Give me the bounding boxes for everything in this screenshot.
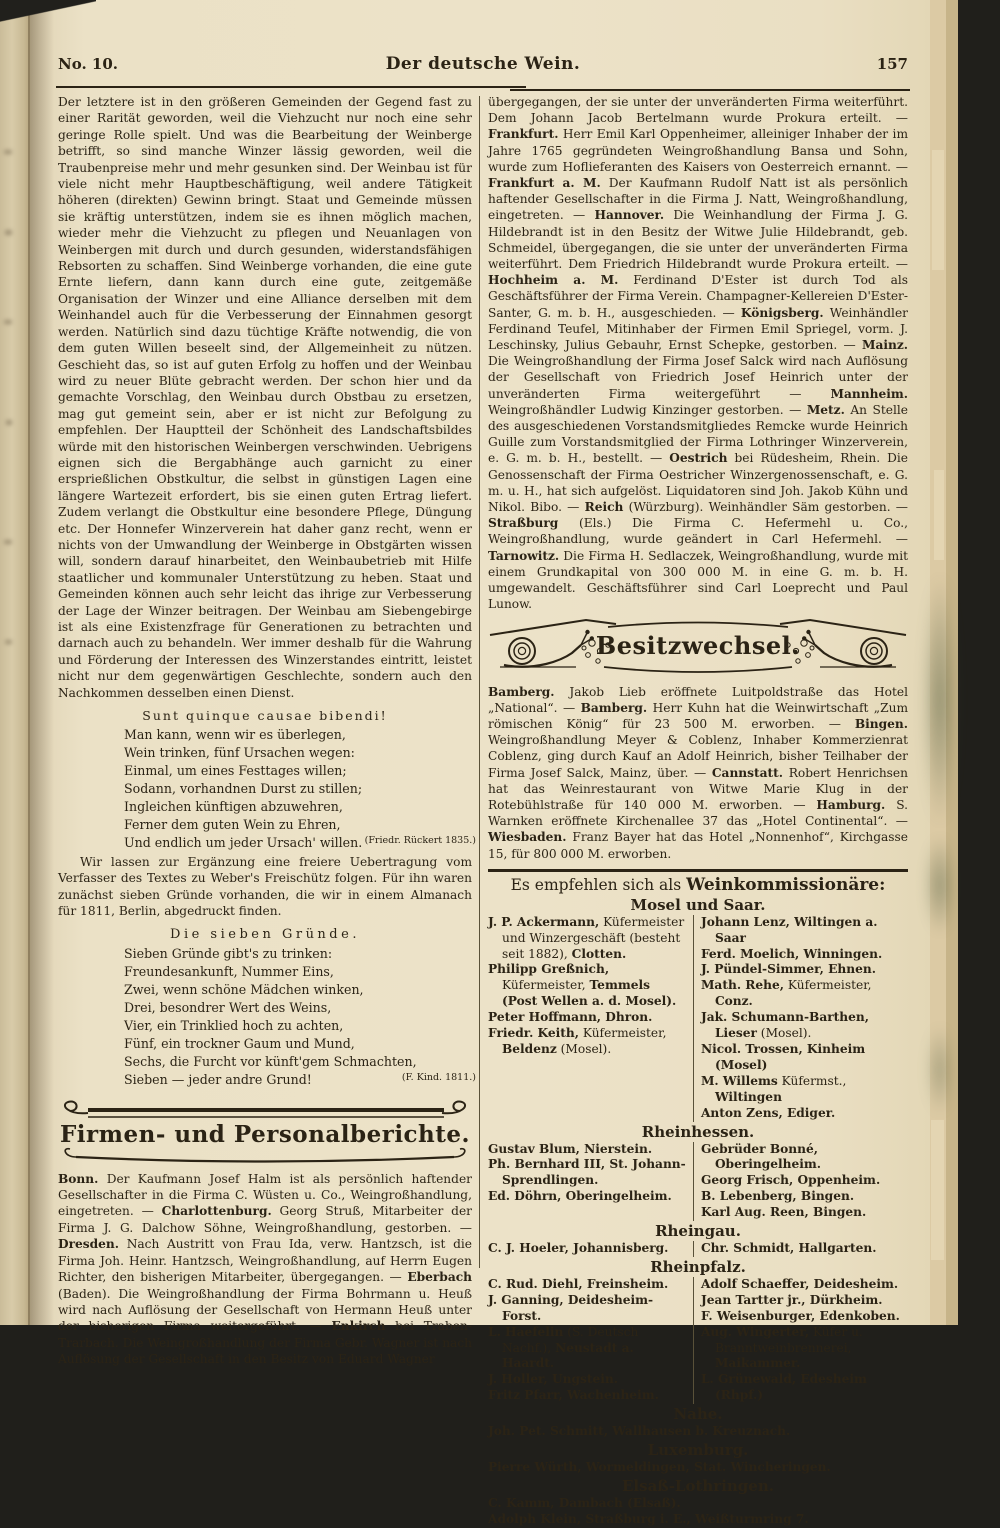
book-gutter	[0, 0, 30, 1325]
emphasized-text: Fritz Pfarr, Wachenheim.	[488, 1388, 659, 1403]
kommissionaere-list-rheinhessen	[488, 1142, 908, 1222]
body-text: Robert Henrichsen hat das Weinrestaurant von Witwe Marie Klug in der Rotebühlstraße für 140 000 M. erworben. —	[488, 765, 908, 812]
poem-rueckert	[124, 726, 476, 852]
poem-line: Wein trinken, fünf Ursachen wegen:	[124, 745, 355, 761]
latin-motto: Sunt quinque causae bibendi!	[142, 708, 388, 724]
commissioner-entry	[488, 1142, 687, 1158]
body-text: Küfermst.,	[777, 1073, 847, 1088]
emphasized-text: Bamberg.	[580, 700, 648, 715]
emphasized-text: Wiesbaden.	[488, 830, 567, 845]
body-text: Küfermeister,	[502, 978, 590, 993]
region-title-rheinhessen: Rheinhessen.	[641, 1122, 755, 1141]
body-text: An Stelle des ausgeschiedenen Vorstandsmitgliedes Remcke wurde Heinrich Guille zum Vorstandsmitglied der Firma Lothringer Winzerverein, e. G. m. b. H., bestellt. —	[488, 402, 908, 466]
emphasized-text: J. Ganning, Deidesheim-Forst.	[488, 1292, 654, 1323]
firmen-section-banner	[58, 1099, 472, 1165]
region-title-rheinpfalz: Rheinpfalz.	[650, 1257, 746, 1276]
emphasized-text: Bingen.	[854, 716, 908, 731]
commissioner-entry	[701, 1372, 908, 1404]
emphasized-text: F. Weisenburger, Edenkoben.	[700, 1308, 900, 1323]
emphasized-text: Maikammer.	[714, 1356, 801, 1371]
commissioner-entry	[701, 962, 908, 978]
region-title-elsass: Elsaß-Lothringen.	[622, 1477, 774, 1496]
gutter-ink-mark	[5, 230, 12, 235]
kommissionaere-list-rheingau	[488, 1241, 908, 1257]
body-text: Franz Bayer hat das Hotel „Nonnenhof“, Kirchgasse 15, für 800 000 M. erworben.	[488, 830, 908, 861]
emphasized-text: Ferd. Moelich, Winningen.	[700, 946, 883, 961]
right-column	[488, 94, 908, 1528]
region-title-mosel: Mosel und Saar.	[630, 895, 766, 914]
firmen-section-title: Firmen- und Personalberichte.	[59, 1120, 471, 1148]
region-title-nahe: Nahe.	[673, 1405, 723, 1424]
commissioner-entry	[488, 915, 687, 963]
poem-line: Ingleichen künftigen abzuwehren,	[124, 799, 343, 815]
emphasized-text: Oestrich	[669, 451, 728, 466]
body-text: Weinhändler Ferdinand Teufel, Mitinhaber der Firmen Emil Spriegel, vorm. J. Leschinsky, Julius Gebauhr, Ernst Schepke, gestorben. —	[488, 305, 908, 353]
emphasized-text: Mainz.	[861, 338, 908, 353]
commissioner-entry	[701, 947, 908, 963]
page-number: 157	[876, 55, 908, 73]
masthead-rule	[56, 86, 526, 88]
emphasized-text: Metz.	[806, 402, 845, 417]
poem-line: Vier, ein Trinklied hoch zu achten,	[124, 1017, 344, 1033]
commissioner-entry	[488, 1512, 908, 1528]
commissioner-entry	[701, 978, 908, 1010]
commissioner-entry	[701, 1142, 908, 1174]
poem-line: Man kann, wenn wir es überlegen,	[124, 727, 346, 743]
facing-page-corner	[0, 0, 96, 30]
body-text: übergegangen, der sie unter der unveränderten Firma weiterführt. Dem Johann Jacob Bertelmann wurde Prokura erteilt. —	[488, 95, 908, 126]
commissioner-entry	[701, 1293, 908, 1309]
commissioner-entry	[488, 1424, 908, 1440]
article-paragraph: Wir lassen zur Ergänzung eine freiere Uebertragung vom Verfasser des Textes zu Weber's Freischütz folgen. Für ihn waren zunächst sieben Gründe vorhanden, die wir in einem Almanach für 1811, Berlin, abgedruckt finden.	[58, 855, 472, 919]
besitzwechsel-title: Besitzwechsel.	[595, 630, 801, 660]
body-text: Nach Austritt von Frau Ida, verw. Hantzsch, ist die Firma Joh. Heinr. Hantzsch, Weingroßhandlung, auf Herrn Eugen Richter, den bisherigen Mitarbeiter, übergegangen. —	[58, 1237, 472, 1285]
commissioner-entry	[701, 1309, 908, 1325]
gutter-ink-mark	[4, 150, 12, 154]
emphasized-text: Nicol. Trossen, Kinheim (Mosel)	[700, 1041, 866, 1072]
commissioner-entry	[488, 1010, 687, 1026]
emphasized-text: Peter Hoffmann, Dhron.	[488, 1010, 653, 1025]
body-text: (Els.) Die Firma C. Hefermehl u. Co., Weingroßhandlung, wurde geändert in Carl Hefermehl. —	[488, 516, 908, 547]
gutter-ink-mark	[4, 540, 12, 544]
body-text: Herr Kuhn hat die Weinwirtschaft „Zum römischen König“ für 23 500 M. erworben. —	[488, 700, 908, 731]
emphasized-text: Eberbach	[407, 1270, 472, 1285]
emphasized-text: Ed. Döhrn, Oberingelheim.	[488, 1189, 672, 1204]
firmen-continuation-paragraph	[488, 94, 908, 613]
commissioner-entry	[488, 1157, 687, 1189]
page-edge-notch	[934, 470, 944, 560]
emphasized-text: Hamburg.	[816, 797, 886, 812]
gutter-ink-mark	[4, 320, 12, 324]
commissioner-entry	[701, 1042, 908, 1074]
emphasized-text: Beldenz	[502, 1041, 557, 1056]
emphasized-text: Wiltingen	[714, 1089, 782, 1104]
body-text: S. Warnken eröffnete Kirchenallee 37 das „Hotel Continental“. —	[488, 797, 908, 829]
print-showthrough	[926, 1025, 954, 1115]
emphasized-text: Bonn.	[58, 1171, 99, 1186]
region-title-rheingau: Rheingau.	[655, 1222, 741, 1241]
commissioner-entry	[701, 1074, 908, 1106]
commissioner-entry	[701, 1173, 908, 1189]
body-text: Der Kaufmann Rudolf Natt ist als persönlich haftender Gesellschafter in die Firma J. Natt, Weingroßhandlung, eingetreten. —	[488, 176, 909, 223]
article-paragraph: Der letztere ist in den größeren Gemeinden der Gegend fast zu einer Rarität geworden, weil die Viehzucht nur noch eine sehr geringe Rolle spielt. Und was die Bearbeitung der Weinberge betrifft, so sind manche Winzer lässig geworden, weil die Traubenpreise mehr und mehr gesunken sind. Der Weinbau ist für viele nicht mehr Hauptbeschäftigung, weil andere Tätigkeit höheren (direkten) Gewinn bringt. Staat und Gemeinde müssen sie kräftig unterstützen, indem sie es ihnen möglich machen, wieder mehr die Viehzucht zu pflegen und Neuanlagen von Weinbergen mit durch und durch gesunden, widerstandsfähigen Rebsorten zu schaffen. Sind Weinberge vorhanden, die eine gute Ernte liefern, dann kann durch eine gute, zeitgemäße Organisation der Winzer und eine Alliance derselben mit dem Weinhandel auch für die Verbesserung der Einnahmen gesorgt werden. Natürlich sind dazu tüchtige Kräfte notwendig, die von dem guten Willen beseelt sind, der Allgemeinheit zu nützen. Geschieht das, so ist auf guten Erfolg zu hoffen und der Weinbau wird zu neuer Blüte gebracht werden. Der schon hier und da gemachte Vorschlag, den Weinbau durch Obstbau zu ersetzen, mag gut gemeint sein, aber er ist nicht zur Befolgung zu empfehlen. Der Hauptteil der Schönheit des Landschaftsbildes würde mit den historischen Weinbergen verschwinden. Uebrigens eignen sich die Bergabhänge auch garnicht zu einer ersprießlichen Obstkultur, die selbst in günstigen Lagen eine längere Wartezeit erfordert, bis sie einen guten Ertrag liefert. Zudem verlangt die Obstkultur eine besondere Pflege, Düngung etc. Der Honnefer Winzerverein hat daher ganz recht, wenn er nichts von der Umwandlung der Weinberge in Obstgärten wissen will, sondern darauf hinarbeitet, den Weinbaubetrieb mit Hilfe staatlicher und kommunaler Unterstützung zu heben. Staat und Gemeinden können auch sehr leicht das ihrige zur Verbesserung der Lage der Winzer beitragen. Der Weinbau am Siebengebirge ist als eine Existenzfrage für Generationen zu betrachten und darnach auch zu behandeln. Wer immer deshalb für die Wahrung und Förderung der Interessen des Winzerstandes eintritt, leistet nicht nur dem gegenwärtigen Geschlechte, sondern auch den Nachkommen desselben einen Dienst.	[58, 95, 472, 700]
emphasized-text: Tarnowitz.	[488, 548, 560, 563]
body-text: (S. Deutsch Nachf.),	[502, 1324, 639, 1355]
emphasized-text: C. Kamm, Dambach (Elsaß).	[488, 1496, 681, 1511]
emphasized-text: J. P. Ackermann,	[488, 914, 600, 929]
commissioner-entry	[488, 1388, 687, 1404]
body-text: Herr Emil Karl Oppenheimer, alleiniger Inhaber der im Jahre 1765 gegründeten Weingroßhandlung Bansa und Sohn, wurde zum Hoflieferanten des Kaisers von Oesterreich ernannt. —	[488, 127, 908, 174]
firmen-paragraph	[58, 1171, 472, 1368]
emphasized-text: Temmels (Post Wellen a. d. Mosel).	[502, 978, 677, 1009]
body-text: (Mosel).	[556, 1041, 612, 1056]
body-text: Die Firma H. Sedlaczek, Weingroßhandlung, wurde mit einem Grundkapital von 300 000 M. in eine G. m. b. H. umgewandelt. Geschäftsführer sind Carl Loeprecht und Paul Lunow.	[488, 548, 908, 612]
emphasized-text: Straßburg	[488, 516, 559, 531]
commissioner-entry	[488, 1293, 687, 1325]
emphasized-text: Jak. Schumann-Barthen, Lieser	[700, 1010, 870, 1041]
poem-line: Sieben Gründe gibt's zu trinken:	[124, 945, 333, 961]
print-showthrough	[922, 575, 958, 825]
emphasized-text: Reich	[584, 500, 624, 515]
emphasized-text: L. Haefelin	[488, 1324, 564, 1339]
masthead-rule	[510, 89, 910, 91]
paper-title: Der deutsche Wein.	[385, 54, 581, 74]
masthead	[58, 54, 908, 74]
emphasized-text: Karl Aug. Reen, Bingen.	[700, 1205, 867, 1220]
emphasized-text: Adolph Klein, Straßburg i. E., Weißturmring 7.	[488, 1511, 809, 1526]
body-text: bei Traben-Trarbach. Die Weingroßhandlung der Firma Gebr. Wagner ist nach Auflösung der Gesellschaft in den Besitz von Eduard Wagner	[58, 1319, 472, 1367]
commissioner-entry	[701, 915, 908, 947]
gutter-shadow	[28, 0, 54, 1325]
poem-line: Einmal, um eines Festtages willen;	[124, 763, 347, 779]
body-text: Der Kaufmann Josef Halm ist als persönlich haftender Gesellschafter in die Firma C. Wüsten u. Co., Weingroßhandlung, eingetreten. —	[58, 1171, 472, 1219]
commissioner-entry	[488, 1026, 687, 1058]
emphasized-text: L. Grünewald, Edesheim (Rhpf.)	[700, 1372, 867, 1403]
emphasized-text: Jean Tartter jr., Dürkheim.	[700, 1292, 883, 1307]
gutter-ink-mark	[5, 640, 12, 644]
body-text: Die Weinhandlung der Firma J. G. Hildebrandt ist in den Besitz der Witwe Julie Hildebrandt, geb. Schmeidel, übergegangen, die sie unter der unveränderten Firma weiterführt. Dem Friedrich Hildebrandt wurde Prokura erteilt. —	[488, 208, 908, 272]
emphasized-text: Chr. Schmidt, Hallgarten.	[700, 1241, 877, 1256]
body-text: Küfermeister,	[784, 978, 872, 993]
emphasized-text: Neustadt a. Haardt.	[502, 1340, 634, 1371]
kommissionaere-list-nahe	[488, 1424, 908, 1440]
emphasized-text: Cannstatt.	[711, 765, 784, 780]
emphasized-text: Charlottenburg.	[161, 1204, 272, 1219]
commissioner-entry	[701, 1241, 908, 1257]
print-showthrough	[924, 835, 956, 935]
emphasized-text: Conz.	[714, 994, 753, 1009]
emphasized-text: J. Holler, Ungstein.	[488, 1372, 618, 1387]
body-text: Küfermeister und Winzergeschäft (besteht seit 1882),	[502, 914, 685, 961]
body-text: Es empfehlen sich als	[510, 875, 687, 894]
emphasized-text: Hochheim a. M.	[488, 273, 619, 288]
body-text: Georg Struß, Mitarbeiter der Firma J. G. Dalchow Söhne, Weingroßhandlung, gestorben. —	[58, 1204, 472, 1235]
emphasized-text: Joh. Pet. Schmitt, Wallhausen b. Kreuznach.	[488, 1424, 791, 1439]
kommissionaere-list-rheinpfalz	[488, 1277, 908, 1404]
body-text: Küfermeister,	[579, 1026, 667, 1041]
emphasized-text: Hannover.	[594, 208, 665, 223]
poem-line: Sechs, die Furcht vor künft'gem Schmachten,	[124, 1053, 417, 1069]
poem-attribution: (Friedr. Rückert 1835.)	[364, 835, 476, 847]
emphasized-text: Gustav Blum, Nierstein.	[488, 1141, 653, 1156]
poem-line: Ferner dem guten Wein zu Ehren,	[124, 817, 341, 833]
commissioner-entry	[701, 1189, 908, 1205]
emphasized-text: Dresden.	[58, 1237, 119, 1252]
emphasized-text: Weinkommissionäre:	[686, 874, 886, 895]
body-text: Weingroßhändler Ludwig Kinzinger gestorben. —	[488, 402, 807, 417]
emphasized-text: Mannheim.	[830, 386, 908, 401]
besitzwechsel-banner	[488, 615, 908, 679]
commissioner-entry	[488, 1460, 908, 1476]
commissioner-entry	[701, 1106, 908, 1122]
emphasized-text: Aug. Wingerter,	[700, 1324, 810, 1339]
emphasized-text: Johann Lenz, Wiltingen a. Saar	[700, 914, 878, 945]
emphasized-text: Ph. Bernhard III, St. Johann-Sprendlingen.	[488, 1157, 686, 1188]
kommissionaere-list-elsass	[488, 1496, 908, 1528]
poem-attribution: (F. Kind. 1811.)	[401, 1071, 476, 1083]
body-text: Jakob Lieb eröffnete Luitpoldstraße das Hotel „National“. —	[488, 684, 908, 715]
emphasized-text: Enkirch	[331, 1319, 386, 1334]
poem-line: Freundesankunft, Nummer Eins,	[124, 963, 334, 979]
commissioner-entry	[488, 1189, 687, 1205]
gutter-ink-mark	[6, 420, 12, 425]
poem-line: Zwei, wenn schöne Mädchen winken,	[124, 981, 364, 997]
emphasized-text: J. Pündel-Simmer, Ehnen.	[700, 962, 876, 977]
section-rule	[488, 869, 908, 872]
commissioner-entry	[488, 1277, 687, 1293]
commissioner-entry	[701, 1277, 908, 1293]
emphasized-text: C. Rud. Diehl, Freinsheim.	[488, 1276, 669, 1291]
commissioner-entry	[488, 1325, 687, 1373]
commissioner-entry	[488, 962, 687, 1010]
poem-kind	[124, 945, 476, 1089]
emphasized-text: Frankfurt.	[488, 127, 559, 142]
commissioner-entry	[488, 1372, 687, 1388]
poem-line: Sieben — jeder andre Grund!	[124, 1071, 312, 1087]
body-text: (Würzburg). Weinhändler Säm gestorben. —	[623, 500, 908, 515]
emphasized-text: Gebrüder Bonné, Oberingelheim.	[700, 1141, 822, 1172]
commissioner-entry	[488, 1496, 908, 1512]
left-column	[58, 94, 476, 1368]
emphasized-text: Adolf Schaeffer, Deidesheim.	[700, 1276, 899, 1291]
besitzwechsel-paragraph	[488, 684, 908, 862]
body-text: (Mosel).	[756, 1026, 812, 1041]
emphasized-text: Anton Zens, Ediger.	[700, 1105, 836, 1120]
emphasized-text: Friedr. Keith,	[488, 1026, 579, 1041]
page-edge-notch	[931, 1120, 944, 1260]
body-text: Weingroßhandlung Meyer & Coblenz, Inhaber Kommerzienrat Coblenz, ging durch Kauf an Adolf Heinrich, bisher Teilhaber der Firma Josef Salck, Mainz, über. —	[488, 733, 908, 780]
emphasized-text: M. Willems	[700, 1073, 778, 1088]
emphasized-text: B. Lebenberg, Bingen.	[700, 1189, 855, 1204]
issue-number: No. 10.	[58, 55, 118, 73]
poem-line: Fünf, ein trockner Gaum und Mund,	[124, 1035, 355, 1051]
column-divider-rule	[479, 96, 480, 1268]
body-text: bei Rüdesheim, Rhein. Die Genossenschaft der Firma Oestricher Winzergenossenschaft, e. G. m. u. H., hat sich aufgelöst. Liquidatoren sind Joh. Jakob Kühn und Nikol. Bibo. —	[488, 451, 908, 515]
body-text: Küfer u. Branntweinbrennerei,	[714, 1324, 863, 1355]
poem-line: Und endlich um jeder Ursach' willen.	[124, 835, 363, 851]
emphasized-text: Clotten.	[571, 946, 627, 961]
commissioner-entry	[701, 1325, 908, 1373]
commissioner-entry	[701, 1010, 908, 1042]
emphasized-text: Bamberg.	[488, 684, 555, 699]
poem-title: Die sieben Gründe.	[170, 926, 360, 942]
emphasized-text: Philipp Greßnich,	[488, 962, 610, 977]
emphasized-text: C. J. Hoeler, Johannisberg.	[488, 1241, 669, 1256]
body-text: Die Weingroßhandlung der Firma Josef Salck wird nach Auflösung der Gesellschaft von Friedrich Josef Heinrich unter der unveränderten Firma weitergeführt —	[488, 354, 908, 401]
emphasized-text: Frankfurt a. M.	[488, 176, 601, 191]
kommissionaere-list-luxemburg	[488, 1460, 908, 1476]
page-edge-notch	[932, 150, 944, 270]
commissioner-entry	[701, 1205, 908, 1221]
emphasized-text: Pierre Würth, Wormeldingen, Stat. Wincheringen.	[488, 1460, 831, 1475]
body-text: Ferdinand D'Ester ist durch Tod als Geschäftsführer der Firma Verein. Champagner-Kellereien D'Ester-Santer, G. m. b. H., ausgeschieden. —	[488, 273, 908, 320]
poem-line: Sodann, vorhandnen Durst zu stillen;	[124, 781, 363, 797]
emphasized-text: Math. Rehe,	[700, 978, 785, 993]
poem-line: Drei, besondrer Wert des Weins,	[124, 999, 332, 1015]
emphasized-text: Königsberg.	[740, 305, 824, 320]
commissioner-entry	[488, 1241, 687, 1257]
region-title-luxemburg: Luxemburg.	[647, 1441, 749, 1460]
emphasized-text: Georg Frisch, Oppenheim.	[700, 1173, 881, 1188]
body-text: (Baden). Die Weingroßhandlung der Firma Bohrmann u. Heuß wird nach Auflösung der Gesellschaft von Hermann Heuß unter der bisherigen Firma weitergeführt. —	[58, 1286, 472, 1334]
kommissionaere-list-mosel	[488, 915, 908, 1122]
kommissionaere-heading	[488, 875, 908, 895]
